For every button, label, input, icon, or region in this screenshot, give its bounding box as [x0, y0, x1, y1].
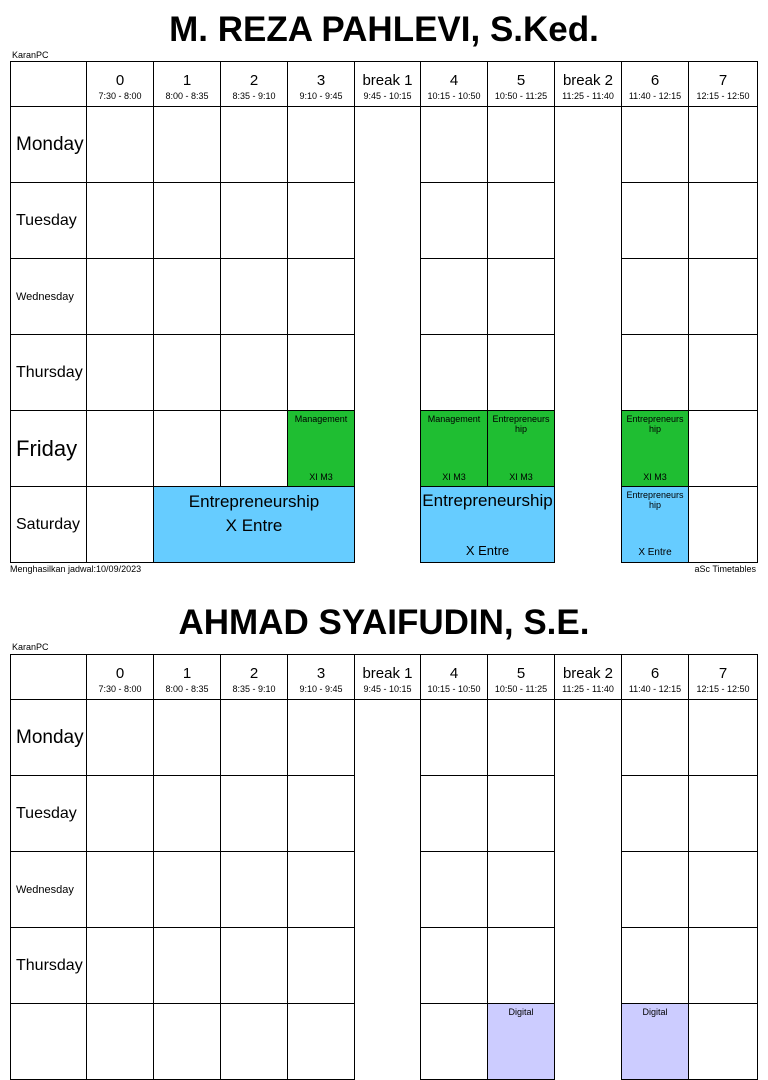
day-row [11, 928, 758, 1004]
slot-cell [288, 259, 355, 335]
day-label: Friday [11, 411, 87, 487]
slot-cell [488, 700, 555, 776]
column-header: 7 12:15 - 12:50 [689, 62, 758, 107]
day-row [11, 700, 758, 776]
slot-cell [421, 1004, 488, 1080]
slot-cell [689, 107, 758, 183]
slot-cell [689, 776, 758, 852]
lesson-class: X Entre [465, 543, 510, 558]
lesson-class: XI M3 [643, 472, 667, 482]
slot-cell [689, 335, 758, 411]
slot-cell [87, 852, 154, 928]
day-label: Saturday [11, 487, 87, 563]
slot-cell [87, 259, 154, 335]
slot-cell [421, 700, 488, 776]
day-label: Wednesday [11, 852, 87, 928]
slot-cell [288, 335, 355, 411]
slot-cell [87, 700, 154, 776]
slot-cell [288, 700, 355, 776]
day-row [11, 776, 758, 852]
slot-cell [154, 1004, 221, 1080]
slot-cell [421, 259, 488, 335]
break-cell [355, 776, 421, 852]
lesson-class: XI M3 [442, 472, 466, 482]
break-cell [355, 700, 421, 776]
corner-cell [11, 62, 87, 107]
lesson-card[interactable] [421, 487, 555, 563]
slot-cell [221, 259, 288, 335]
break-cell [555, 776, 622, 852]
slot-cell [288, 183, 355, 259]
day-label: Wednesday [11, 259, 87, 335]
lesson-card[interactable] [421, 411, 488, 487]
slot-cell [221, 107, 288, 183]
lesson-card[interactable] [622, 1004, 689, 1080]
day-row [11, 335, 758, 411]
slot-cell [154, 259, 221, 335]
slot-cell [421, 183, 488, 259]
header-row [11, 62, 758, 107]
slot-cell [221, 928, 288, 1004]
slot-cell [622, 852, 689, 928]
break-cell [355, 107, 421, 183]
slot-cell [421, 107, 488, 183]
slot-cell [154, 183, 221, 259]
column-header-break: break 1 9:45 - 10:15 [355, 62, 421, 107]
lesson-class: XI M3 [309, 472, 333, 482]
break-cell [355, 1004, 421, 1080]
lesson-card[interactable] [154, 487, 355, 563]
break-cell [555, 928, 622, 1004]
column-header: 5 10:50 - 11:25 [488, 62, 555, 107]
slot-cell [689, 411, 758, 487]
slot-cell [689, 487, 758, 563]
software-credit: aSc Timetables [694, 564, 756, 574]
day-row [11, 852, 758, 928]
slot-cell [154, 411, 221, 487]
slot-cell [622, 335, 689, 411]
lesson-subject: Digital [642, 1007, 668, 1017]
break-cell [555, 852, 622, 928]
slot-cell [421, 776, 488, 852]
school-name: KaranPC [12, 642, 49, 652]
slot-cell [288, 776, 355, 852]
slot-cell [288, 928, 355, 1004]
slot-cell [421, 928, 488, 1004]
teacher-title: AHMAD SYAIFUDIN, S.E. [178, 603, 590, 642]
break-cell [555, 259, 622, 335]
lesson-subject: Digital [508, 1007, 534, 1017]
break-cell [555, 700, 622, 776]
column-header: 1 8:00 - 8:35 [154, 655, 221, 700]
break-cell [555, 1004, 622, 1080]
column-header: 6 11:40 - 12:15 [622, 62, 689, 107]
slot-cell [488, 107, 555, 183]
slot-cell [221, 700, 288, 776]
slot-cell [87, 107, 154, 183]
header-row [11, 655, 758, 700]
break-cell [355, 183, 421, 259]
generated-date: Menghasilkan jadwal:10/09/2023 [10, 564, 142, 574]
break-cell [555, 107, 622, 183]
day-row [11, 259, 758, 335]
teacher-title: M. REZA PAHLEVI, S.Ked. [169, 10, 599, 49]
slot-cell [488, 335, 555, 411]
break-cell [355, 928, 421, 1004]
slot-cell [221, 411, 288, 487]
day-row [11, 1004, 758, 1080]
slot-cell [87, 776, 154, 852]
slot-cell [689, 928, 758, 1004]
column-header: 3 9:10 - 9:45 [288, 62, 355, 107]
slot-cell [154, 107, 221, 183]
break-cell [355, 335, 421, 411]
slot-cell [488, 776, 555, 852]
day-label: Thursday [11, 335, 87, 411]
lesson-card[interactable] [622, 487, 689, 563]
lesson-class: XI M3 [509, 472, 533, 482]
slot-cell [154, 852, 221, 928]
corner-cell [11, 655, 87, 700]
slot-cell [87, 928, 154, 1004]
lesson-card[interactable] [622, 411, 689, 487]
slot-cell [288, 852, 355, 928]
timetable-grid [10, 61, 758, 563]
slot-cell [288, 107, 355, 183]
slot-cell [221, 852, 288, 928]
lesson-card[interactable] [488, 1004, 555, 1080]
slot-cell [154, 776, 221, 852]
slot-cell [87, 487, 154, 563]
break-cell [355, 852, 421, 928]
slot-cell [488, 852, 555, 928]
slot-cell [622, 107, 689, 183]
slot-cell [87, 183, 154, 259]
slot-cell [622, 259, 689, 335]
slot-cell [622, 700, 689, 776]
column-header: 1 8:00 - 8:35 [154, 62, 221, 107]
column-header: 0 7:30 - 8:00 [87, 655, 154, 700]
column-header: 4 10:15 - 10:50 [421, 62, 488, 107]
break-cell [355, 487, 421, 563]
day-label: Tuesday [11, 183, 87, 259]
lesson-card[interactable] [488, 411, 555, 487]
column-header: 0 7:30 - 8:00 [87, 62, 154, 107]
lesson-subject: Management [294, 414, 348, 424]
slot-cell [622, 776, 689, 852]
column-header: 2 8:35 - 9:10 [221, 655, 288, 700]
column-header: 3 9:10 - 9:45 [288, 655, 355, 700]
lesson-card[interactable] [288, 411, 355, 487]
slot-cell [488, 259, 555, 335]
slot-cell [622, 928, 689, 1004]
column-header-break: break 1 9:45 - 10:15 [355, 655, 421, 700]
slot-cell [87, 1004, 154, 1080]
day-row [11, 411, 758, 487]
lesson-class: X Entre [225, 516, 283, 535]
column-header: 7 12:15 - 12:50 [689, 655, 758, 700]
column-header: 5 10:50 - 11:25 [488, 655, 555, 700]
slot-cell [221, 183, 288, 259]
slot-cell [689, 259, 758, 335]
lesson-subject: Entrepreneurs hip [626, 490, 684, 510]
day-row [11, 107, 758, 183]
break-cell [555, 335, 622, 411]
break-cell [555, 183, 622, 259]
lesson-subject: Entrepreneurship [422, 491, 553, 510]
slot-cell [221, 335, 288, 411]
slot-cell [154, 335, 221, 411]
slot-cell [221, 776, 288, 852]
lesson-subject: Management [427, 414, 481, 424]
timetable-grid [10, 654, 758, 1080]
lesson-subject: Entrepreneurship [188, 492, 320, 511]
column-header-break: break 2 11:25 - 11:40 [555, 62, 622, 107]
slot-cell [154, 928, 221, 1004]
break-cell [555, 487, 622, 563]
slot-cell [689, 183, 758, 259]
day-row [11, 487, 758, 563]
slot-cell [622, 183, 689, 259]
lesson-subject: Entrepreneurs hip [626, 414, 684, 434]
slot-cell [288, 1004, 355, 1080]
day-label: Tuesday [11, 776, 87, 852]
slot-cell [421, 852, 488, 928]
slot-cell [689, 852, 758, 928]
break-cell [355, 411, 421, 487]
slot-cell [421, 335, 488, 411]
lesson-subject: Entrepreneurs hip [492, 414, 550, 434]
slot-cell [689, 700, 758, 776]
slot-cell [689, 1004, 758, 1080]
day-label [11, 1004, 87, 1080]
column-header: 4 10:15 - 10:50 [421, 655, 488, 700]
slot-cell [221, 1004, 288, 1080]
school-name: KaranPC [12, 50, 49, 60]
column-header: 6 11:40 - 12:15 [622, 655, 689, 700]
day-label: Monday [11, 700, 87, 776]
column-header: 2 8:35 - 9:10 [221, 62, 288, 107]
slot-cell [154, 700, 221, 776]
slot-cell [488, 183, 555, 259]
day-row [11, 183, 758, 259]
break-cell [555, 411, 622, 487]
day-label: Monday [11, 107, 87, 183]
break-cell [355, 259, 421, 335]
slot-cell [87, 335, 154, 411]
column-header-break: break 2 11:25 - 11:40 [555, 655, 622, 700]
slot-cell [87, 411, 154, 487]
lesson-class: X Entre [638, 547, 672, 558]
slot-cell [488, 928, 555, 1004]
day-label: Thursday [11, 928, 87, 1004]
